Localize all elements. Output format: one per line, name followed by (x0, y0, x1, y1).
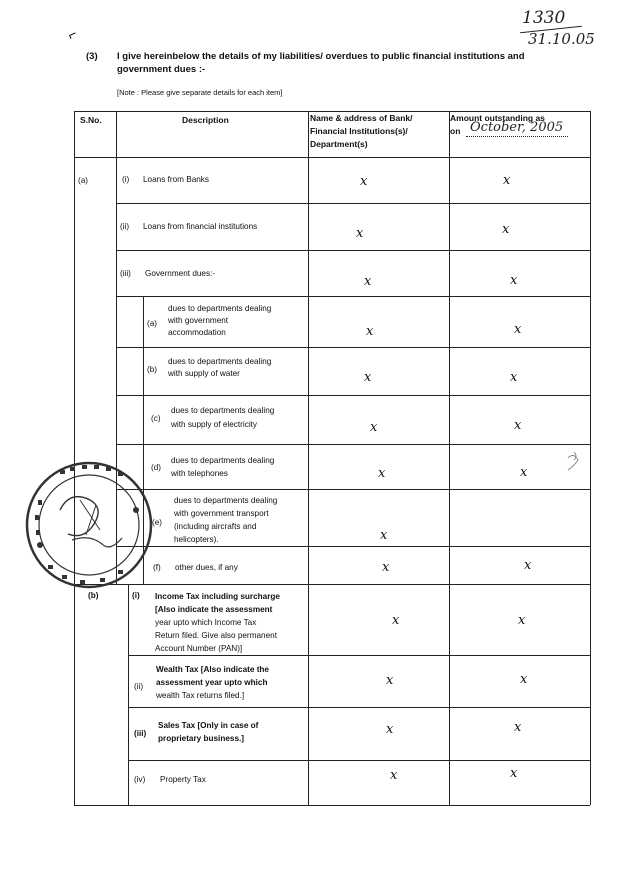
header-name-line1: Name & address of Bank/ (310, 113, 413, 123)
row-num: (i) (122, 175, 130, 184)
row-line: Wealth Tax [Also indicate the (156, 665, 269, 674)
row-num: (c) (151, 414, 161, 423)
row-num: (d) (151, 463, 162, 472)
row-num: (a) (147, 319, 158, 328)
mark-name: x (366, 324, 374, 339)
row-line: dues to departments dealing (168, 357, 272, 366)
row-line: dues to departments dealing (171, 406, 275, 415)
header-sno: S.No. (80, 115, 102, 125)
row-num: (iii) (120, 269, 131, 278)
row-num: (b) (147, 365, 158, 374)
header-amount-date: October, 2005 (470, 120, 564, 135)
row-line: accommodation (168, 328, 226, 337)
mark-name: x (382, 560, 390, 575)
mark-name: x (356, 226, 364, 241)
row-line: Account Number (PAN)] (155, 644, 243, 653)
mark-name: x (392, 613, 400, 628)
row-line: Income Tax including surcharge (155, 592, 280, 601)
mark-amount: x (524, 558, 532, 573)
row-line: assessment year upto which (156, 678, 268, 687)
mark-amount: x (510, 370, 518, 385)
mark-name: x (390, 768, 398, 783)
row-line: proprietary business.] (158, 734, 244, 743)
mark-name: x (370, 420, 378, 435)
mark-amount: x (510, 273, 518, 288)
row-num: (iv) (134, 775, 146, 784)
mark-name: x (364, 370, 372, 385)
header-amount-on: on (450, 126, 461, 136)
row-num: (e) (152, 518, 163, 527)
section-note: [Note : Please give separate details for each item] (117, 88, 283, 97)
section-intro-line2: government dues :- (117, 64, 206, 75)
row-line: with supply of water (168, 369, 240, 378)
row-num: (iii) (134, 729, 147, 738)
mark-amount: x (520, 465, 528, 480)
sno-b: (b) (88, 591, 99, 600)
row-description: other dues, if any (175, 563, 238, 572)
mark-amount: x (502, 222, 510, 237)
row-line: year upto which Income Tax (155, 618, 257, 627)
row-line: dues to departments dealing (171, 456, 275, 465)
row-line: wealth Tax returns filed.] (156, 691, 245, 700)
handwritten-date: 31.10.05 (528, 30, 595, 48)
row-description: Property Tax (160, 775, 206, 784)
row-line: with supply of electricity (171, 420, 258, 429)
mark-amount: x (510, 766, 518, 781)
sno-a: (a) (78, 176, 89, 185)
row-line: Return filed. Give also permanent (155, 631, 277, 640)
mark-amount: x (514, 322, 522, 337)
row-description: Government dues:- (145, 269, 216, 278)
mark-name: x (378, 466, 386, 481)
row-description: Loans from financial institutions (143, 222, 258, 231)
header-description: Description (182, 115, 229, 125)
row-line: with government transport (174, 509, 269, 518)
row-line: dues to departments dealing (174, 496, 278, 505)
mark-name: x (386, 673, 394, 688)
handwritten-number: 1330 (522, 8, 566, 28)
row-num: (i) (132, 591, 140, 600)
mark-amount: x (514, 418, 522, 433)
row-line: (including aircrafts and (174, 522, 257, 531)
row-line: dues to departments dealing (168, 304, 272, 313)
scan-mark: ⌐ (65, 25, 80, 43)
mark-amount: x (503, 173, 511, 188)
mark-name: x (380, 528, 388, 543)
row-line: Sales Tax [Only in case of (158, 721, 259, 730)
row-line: helicopters). (174, 535, 219, 544)
row-line: with telephones (171, 469, 228, 478)
mark-amount: x (520, 672, 528, 687)
header-name-line3: Department(s) (310, 139, 368, 149)
mark-amount: x (518, 613, 526, 628)
header-name-line2: Financial Institutions(s)/ (310, 126, 408, 136)
row-num: (ii) (120, 222, 130, 231)
mark-amount: x (514, 720, 522, 735)
header-amount-line1: Amount outstanding as (450, 113, 545, 123)
row-line: with government (168, 316, 229, 325)
mark-name: x (386, 722, 394, 737)
mark-name: x (364, 274, 372, 289)
row-description: Loans from Banks (143, 175, 209, 184)
mark-name: x (360, 174, 368, 189)
row-num: (f) (153, 563, 161, 572)
section-number: (3) (86, 51, 98, 62)
section-intro: I give hereinbelow the details of my liabilities/ overdues to public financial institutions and (117, 51, 525, 62)
row-line: [Also indicate the assessment (155, 605, 273, 614)
row-num: (ii) (134, 682, 144, 691)
